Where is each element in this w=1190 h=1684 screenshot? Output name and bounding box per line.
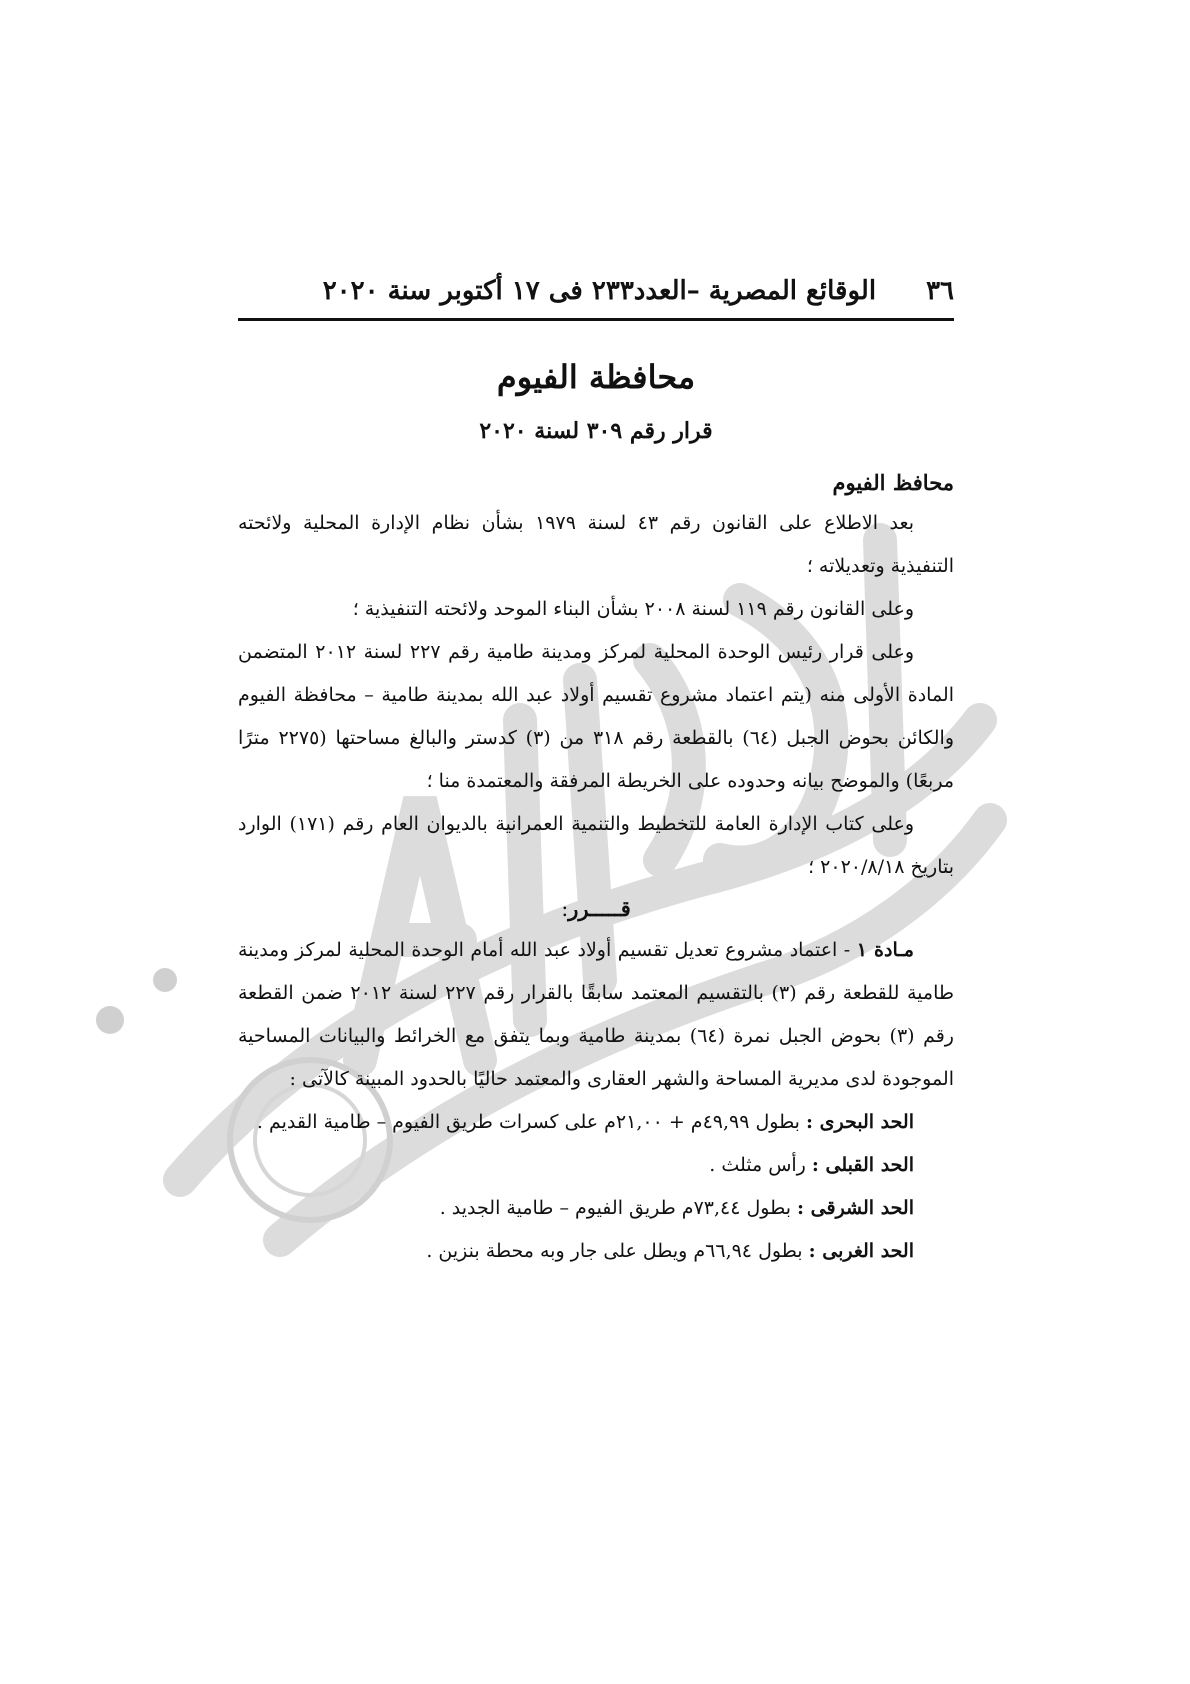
decided-colon: : bbox=[561, 897, 569, 921]
header-rule bbox=[238, 318, 954, 321]
preamble-paragraph: وعلى كتاب الإدارة العامة للتخطيط والتنمية العمرانية بالديوان العام رقم (١٧١) الوارد بتاريخ ٢٠٢٠/٨/١٨ ؛ bbox=[238, 813, 954, 878]
preamble-paragraph: بعد الاطلاع على القانون رقم ٤٣ لسنة ١٩٧٩ بشأن نظام الإدارة المحلية ولائحته التنفيذية وتعديلاته ؛ bbox=[238, 512, 954, 577]
page-header bbox=[238, 270, 954, 312]
boundary-text: بطول ٧٣,٤٤م طريق الفيوم – طامية الجديد . bbox=[439, 1197, 798, 1219]
decree-body bbox=[238, 464, 954, 1273]
decided-label: قـــــرر bbox=[568, 896, 631, 921]
governorate-title: محافظة الفيوم bbox=[496, 358, 696, 396]
boundary-label: الحد القبلى : bbox=[811, 1154, 914, 1176]
preamble-paragraph: وعلى قرار رئيس الوحدة المحلية لمركز ومدينة طامية رقم ٢٢٧ لسنة ٢٠١٢ المتضمن المادة الأولى منه (يتم اعتماد مشروع تقسيم أولاد عبد الله بمدينة طامية – محافظة الفيوم والكائن بحوض الجبل (٦٤) بالقطعة رقم ٣١٨ من (٣) كدستر والبالغ مساحتها (٢٢٧٥ مترًا مربعًا) والموضح بيانه وحدوده على الخريطة المرفقة والمعتمدة منا ؛ bbox=[238, 641, 954, 792]
boundary-east bbox=[238, 1187, 954, 1230]
boundary-west bbox=[238, 1230, 954, 1273]
article-1 bbox=[238, 929, 954, 1101]
boundary-text: رأس مثلث . bbox=[709, 1154, 812, 1176]
boundary-label: الحد الشرقى : bbox=[797, 1197, 914, 1219]
article-1-label: مـادة ١ bbox=[856, 939, 914, 961]
boundary-north bbox=[238, 1101, 954, 1144]
issuer-label: محافظ الفيوم bbox=[832, 470, 954, 495]
boundary-south bbox=[238, 1144, 954, 1187]
boundary-text: بطول ٤٩,٩٩م + ٢١,٠٠م على كسرات طريق الفيوم – طامية القديم . bbox=[256, 1111, 807, 1133]
page-number: ٣٦ bbox=[926, 276, 954, 306]
publication-line: الوقائع المصرية –العدد٢٣٣ فى ١٧ أكتوبر سنة ٢٠٢٠ bbox=[322, 276, 877, 306]
boundary-label: الحد البحرى : bbox=[806, 1111, 914, 1133]
preamble-paragraph: وعلى القانون رقم ١١٩ لسنة ٢٠٠٨ بشأن البناء الموحد ولائحته التنفيذية ؛ bbox=[352, 598, 914, 620]
boundary-text: بطول ٦٦,٩٤م ويطل على جار وبه محطة بنزين . bbox=[426, 1240, 809, 1262]
article-1-text: - اعتماد مشروع تعديل تقسيم أولاد عبد الله أمام الوحدة المحلية لمركز ومدينة طامية للقطعة رقم (٣) بالتقسيم المعتمد سابقًا بالقرار رقم ٢٢٧ لسنة ٢٠١٢ ضمن القطعة رقم (٣) بحوض الجبل نمرة (٦٤) بمدينة طامية وبما يتفق مع الخرائط والبيانات المساحية الموجودة لدى مديرية المساحة والشهر العقارى والمعتمد حاليًا بالحدود المبينة كالآتى : bbox=[238, 939, 954, 1090]
decided-heading bbox=[238, 889, 954, 929]
boundary-label: الحد الغربى : bbox=[808, 1240, 914, 1262]
decree-title: قرار رقم ٣٠٩ لسنة ٢٠٢٠ bbox=[479, 418, 713, 444]
